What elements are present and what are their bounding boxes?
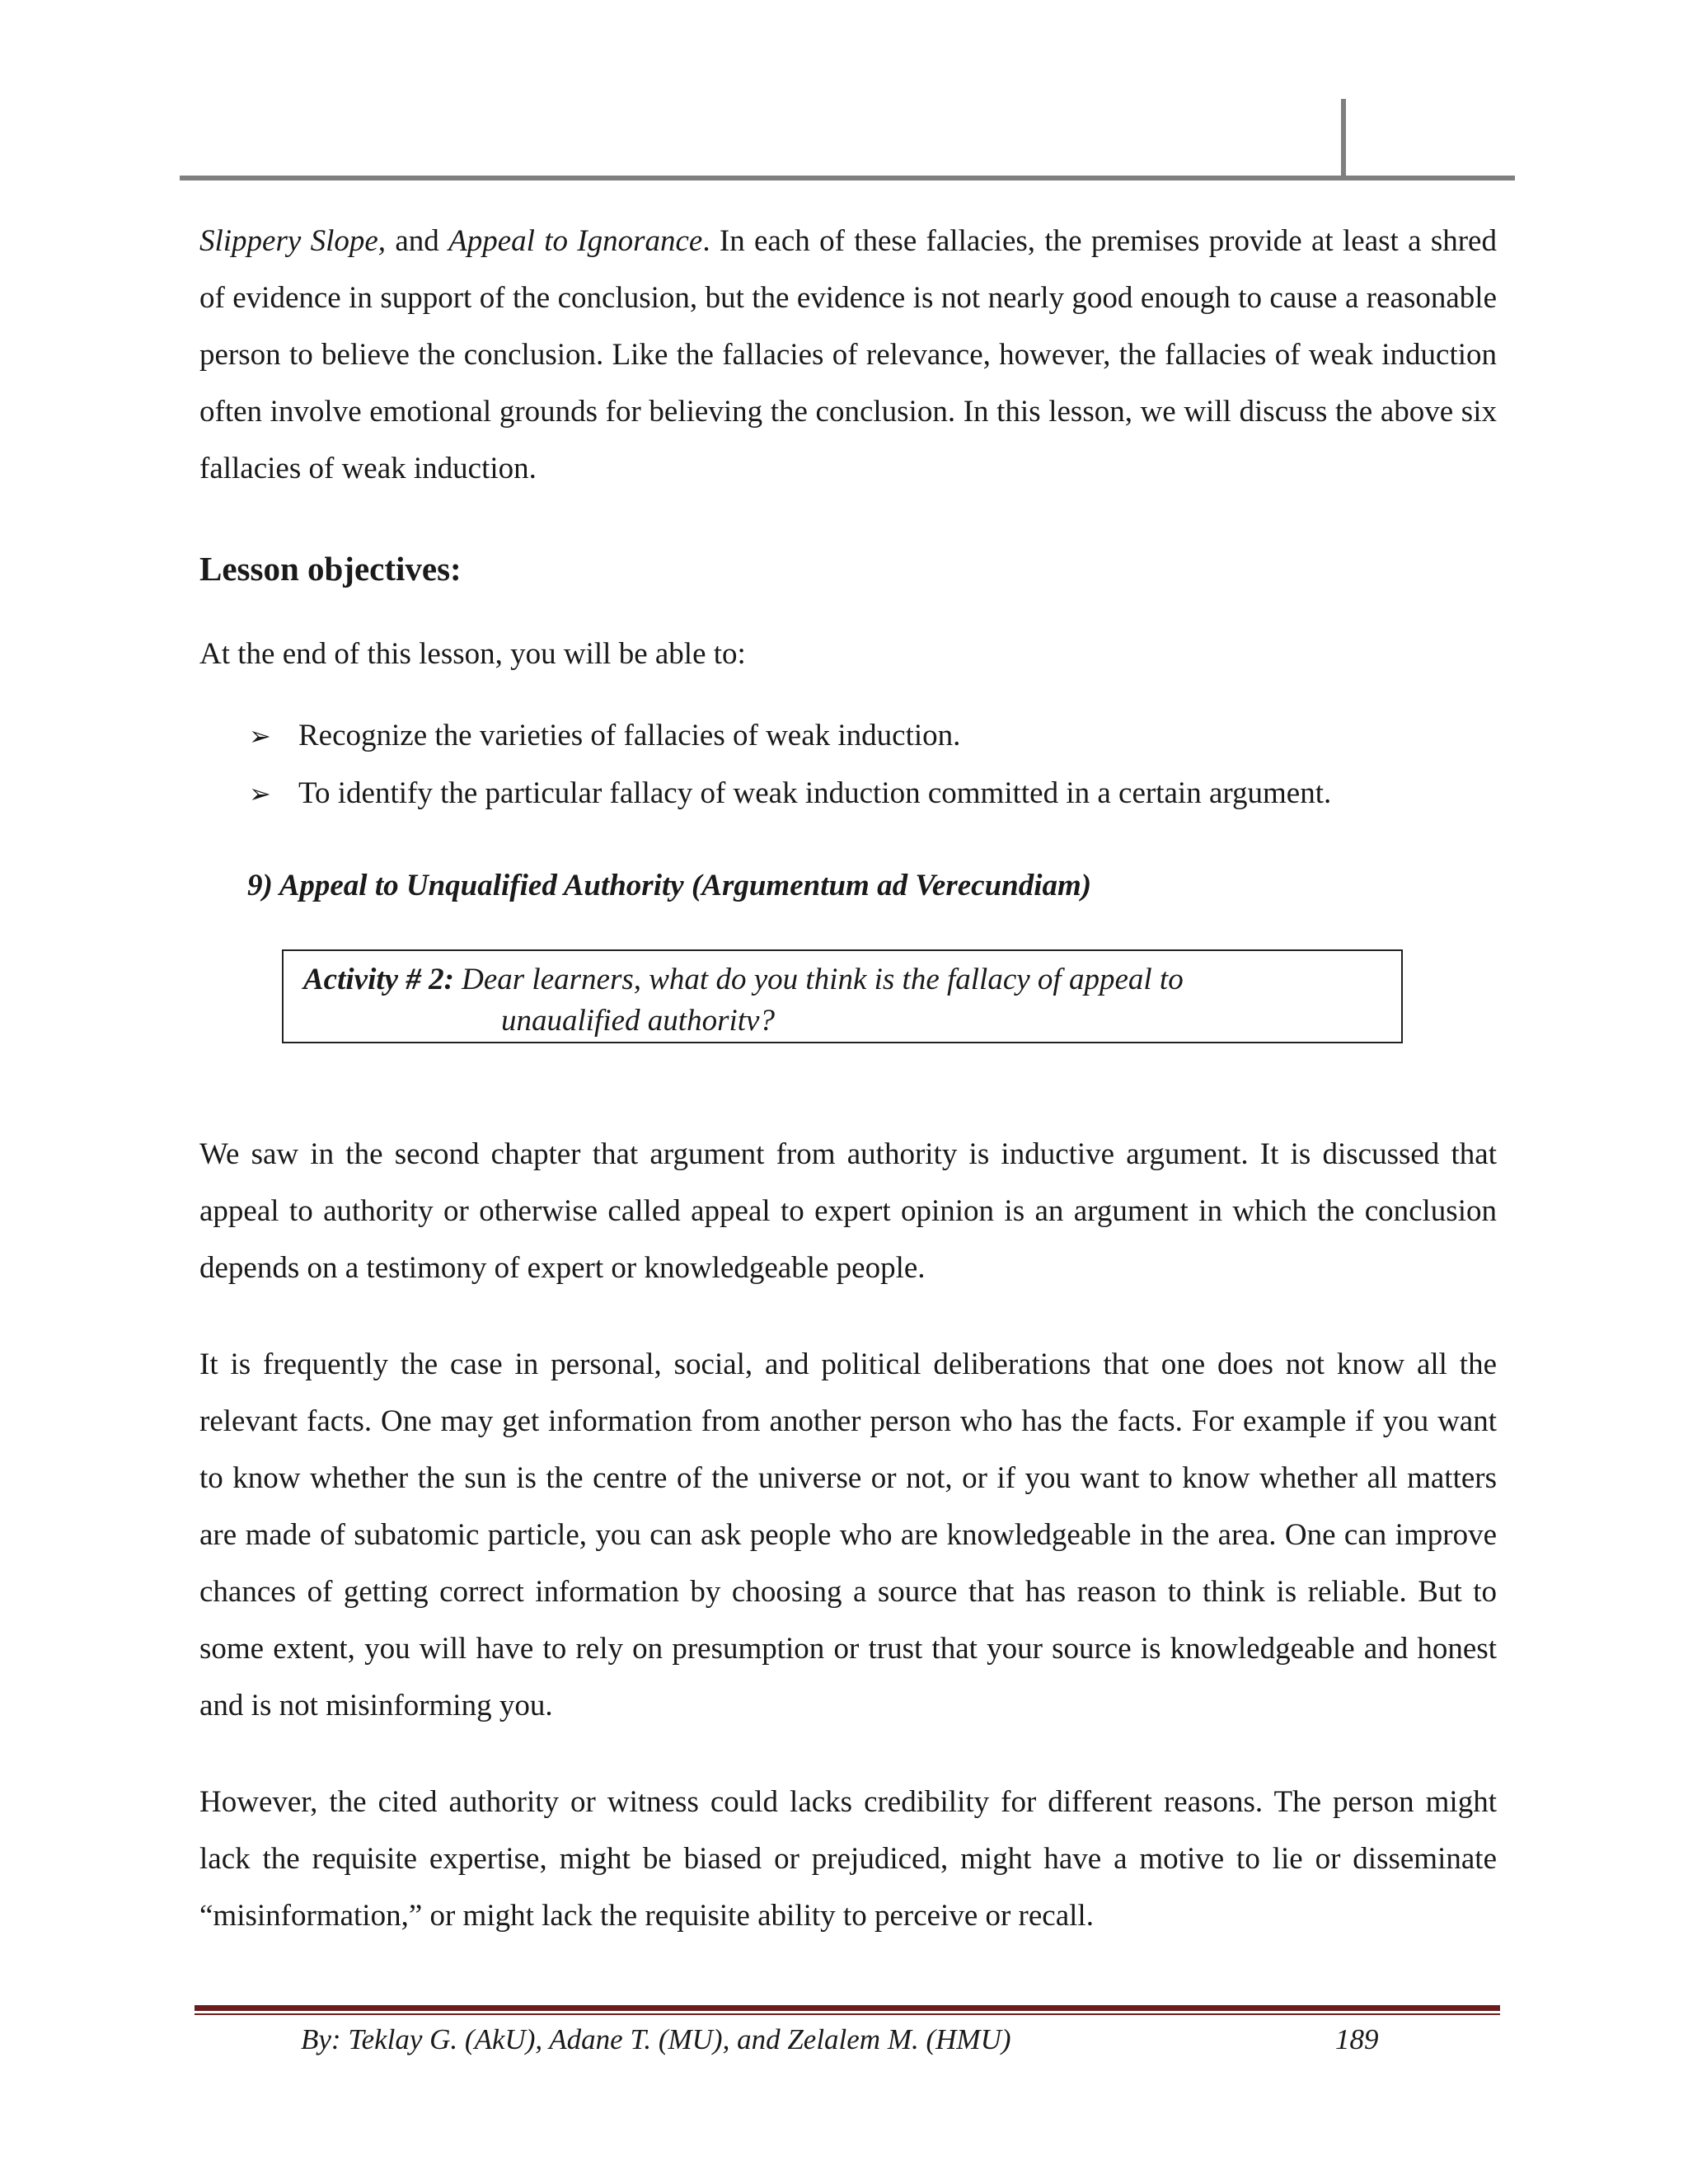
- activity-question-line1: Dear learners, what do you think is the fallacy of appeal to: [453, 963, 1184, 996]
- intro-paragraph: [199, 213, 1497, 497]
- header-tick: [1341, 99, 1346, 178]
- body-paragraph: It is frequently the case in personal, social, and political deliberations that one does not know all the relevant facts. One may get information from another person who has the facts. For example if you want to know whether the sun is the centre of the universe or not, or if you want to know whether all matters are made of subatomic particle, you can ask people who are knowledgeable in the area. One can improve chances of getting correct information by choosing a source that has reason to think is reliable. But to some extent, you will have to rely on presumption or trust that your source is knowledgeable and honest and is not misinforming you.: [199, 1347, 1497, 1722]
- footer-rule: [195, 2005, 1500, 2011]
- body-paragraph: We saw in the second chapter that argument from authority is inductive argument. It is discussed that appeal to authority or otherwise called appeal to expert opinion is an argument in which the conclusion depends on a testimony of expert or knowledgeable people.: [199, 1137, 1497, 1285]
- lesson-objectives-heading: Lesson objectives:: [199, 550, 462, 588]
- objective-item: [199, 765, 1497, 823]
- arrow-bullet-icon: ➢: [249, 720, 271, 752]
- footer-authors: By: Teklay G. (AkU), Adane T. (MU), and Zelalem M. (HMU): [301, 2023, 1011, 2055]
- intro-rest: . In each of these fallacies, the premises provide at least a shred of evidence in support of the conclusion, but the evidence is not nearly good enough to cause a reasonable person to believe the conclusion. Like the fallacies of relevance, however, the fallacies of weak induction often involve emotional grounds for believing the conclusion. In this lesson, we will discuss the above six fallacies of weak induction.: [199, 224, 1497, 485]
- objectives-lead: At the end of this lesson, you will be able to:: [199, 637, 746, 671]
- activity-label: Activity # 2:: [303, 963, 454, 996]
- page-number: 189: [1335, 2023, 1379, 2055]
- objective-text: To identify the particular fallacy of weak induction committed in a certain argument.: [298, 776, 1332, 810]
- activity-box: [282, 949, 1403, 1043]
- arrow-bullet-icon: ➢: [249, 778, 271, 809]
- activity-question-line2: unaualified authoritv?: [501, 1004, 775, 1038]
- term-appeal-to-ignorance: Appeal to Ignorance: [448, 224, 703, 258]
- header-rule: [180, 176, 1515, 180]
- footer-rule-thin: [195, 2013, 1500, 2015]
- term-slippery-slope: Slippery Slope,: [199, 224, 387, 258]
- section-title: 9) Appeal to Unqualified Authority (Argumentum ad Verecundiam): [247, 869, 1092, 902]
- objective-item: [199, 707, 1497, 765]
- page-content: [199, 213, 1497, 1944]
- body-paragraph: However, the cited authority or witness could lacks credibility for different reasons. The person might lack the requisite expertise, might be biased or prejudiced, might have a motive to lie or disseminate “misinformation,” or might lack the requisite ability to perceive or recall.: [199, 1785, 1497, 1933]
- intro-conj: and: [386, 224, 449, 258]
- objective-text: Recognize the varieties of fallacies of weak induction.: [298, 719, 961, 752]
- objectives-list: [199, 707, 1497, 823]
